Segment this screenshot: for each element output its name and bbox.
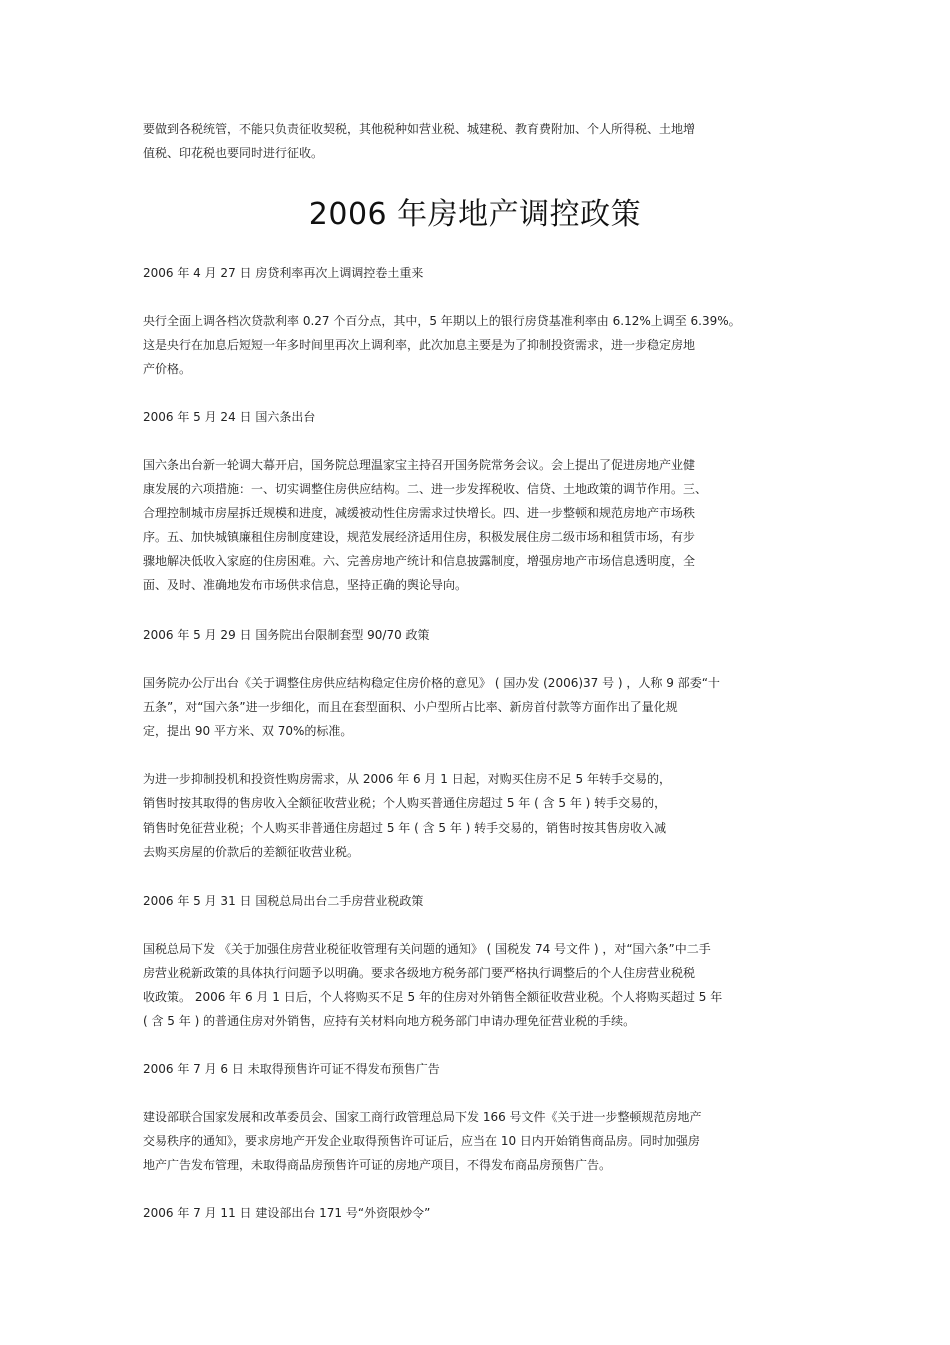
paragraph-line: 为进一步抑制投机和投资性购房需求，从 2006 年 6 月 1 日起，对购买住房不足 5 年转手交易的， [143, 772, 671, 786]
section-heading: 2006 年 7 月 6 日 未取得预售许可证不得发布预售广告 [143, 1062, 440, 1076]
paragraph-line: 国税总局下发 《关于加强住房营业税征收管理有关问题的通知》 ( 国税发 74 号文件 ) ，对“国六条”中二手 [143, 942, 711, 956]
paragraph-line: 合理控制城市房屋拆迁规模和进度，减缓被动性住房需求过快增长。四、进一步整顿和规范房地产市场秩 [143, 506, 696, 520]
paragraph-line: 交易秩序的通知》，要求房地产开发企业取得预售许可证后，应当在 10 日内开始销售商品房。同时加强房 [143, 1134, 700, 1148]
paragraph-line: 收政策。 2006 年 6 月 1 日后，个人将购买不足 5 年的住房对外销售全额征收营业税。个人将购买超过 5 年 [143, 990, 723, 1004]
paragraph-line: 这是央行在加息后短短一年多时间里再次上调利率，此次加息主要是为了抑制投资需求，进一步稳定房地 [143, 338, 696, 352]
section-heading: 2006 年 7 月 11 日 建设部出台 171 号“外资限炒令” [143, 1206, 431, 1220]
paragraph-line: 产价格。 [143, 362, 192, 376]
paragraph-line: 序。五、加快城镇廉租住房制度建设，规范发展经济适用住房，积极发展住房二级市场和租赁市场，有步 [143, 530, 696, 544]
paragraph-line: 去购买房屋的价款后的差额征收营业税。 [143, 845, 360, 859]
section-heading: 2006 年 5 月 29 日 国务院出台限制套型 90/70 政策 [143, 628, 430, 642]
paragraph-line: 定，提出 90 平方米、双 70%的标准。 [143, 724, 353, 738]
paragraph-line: 央行全面上调各档次贷款利率 0.27 个百分点，其中，5 年期以上的银行房贷基准利率由 6.12%上调至 6.39%。 [143, 314, 741, 328]
paragraph-line: 建设部联合国家发展和改革委员会、国家工商行政管理总局下发 166 号文件《关于进一步整顿规范房地产 [143, 1110, 702, 1124]
paragraph-line: 国六条出台新一轮调大幕开启，国务院总理温家宝主持召开国务院常务会议。会上提出了促进房地产业健 [143, 458, 696, 472]
paragraph-line: 五条”，对“国六条”进一步细化，而且在套型面积、小户型所占比率、新房首付款等方面作出了量化规 [143, 700, 678, 714]
paragraph-line: 骤地解决低收入家庭的住房困难。六、完善房地产统计和信息披露制度，增强房地产市场信息透明度，全 [143, 554, 696, 568]
section-heading: 2006 年 5 月 31 日 国税总局出台二手房营业税政策 [143, 894, 424, 908]
section-heading: 2006 年 5 月 24 日 国六条出台 [143, 410, 316, 424]
paragraph-line: 销售时按其取得的售房收入全额征收营业税；个人购买普通住房超过 5 年 ( 含 5 年 ) 转手交易的， [143, 796, 667, 810]
intro-line: 要做到各税统管，不能只负责征收契税，其他税种如营业税、城建税、教育费附加、个人所得税、土地增 [143, 122, 696, 136]
paragraph-line: 国务院办公厅出台《关于调整住房供应结构稳定住房价格的意见》 ( 国办发 (2006)37 号 ) ，人称 9 部委“十 [143, 676, 720, 690]
paragraph-line: 面、及时、准确地发布市场供求信息，坚持正确的舆论导向。 [143, 578, 468, 592]
paragraph-line: 地产广告发布管理，未取得商品房预售许可证的房地产项目，不得发布商品房预售广告。 [143, 1158, 612, 1172]
intro-line: 值税、印花税也要同时进行征收。 [143, 146, 324, 160]
paragraph-line: 房营业税新政策的具体执行问题予以明确。要求各级地方税务部门要严格执行调整后的个人住房营业税税 [143, 966, 696, 980]
paragraph-line: 销售时免征营业税；个人购买非普通住房超过 5 年 ( 含 5 年 ) 转手交易的，销售时按其售房收入减 [143, 821, 667, 835]
paragraph-line: 康发展的六项措施：一、切实调整住房供应结构。二、进一步发挥税收、信贷、土地政策的调节作用。三、 [143, 482, 708, 496]
page-title: 2006 年房地产调控政策 [308, 197, 642, 232]
section-heading: 2006 年 4 月 27 日 房贷利率再次上调调控卷土重来 [143, 266, 424, 280]
paragraph-line: ( 含 5 年 ) 的普通住房对外销售，应持有关材料向地方税务部门申请办理免征营业税的手续。 [143, 1014, 636, 1028]
